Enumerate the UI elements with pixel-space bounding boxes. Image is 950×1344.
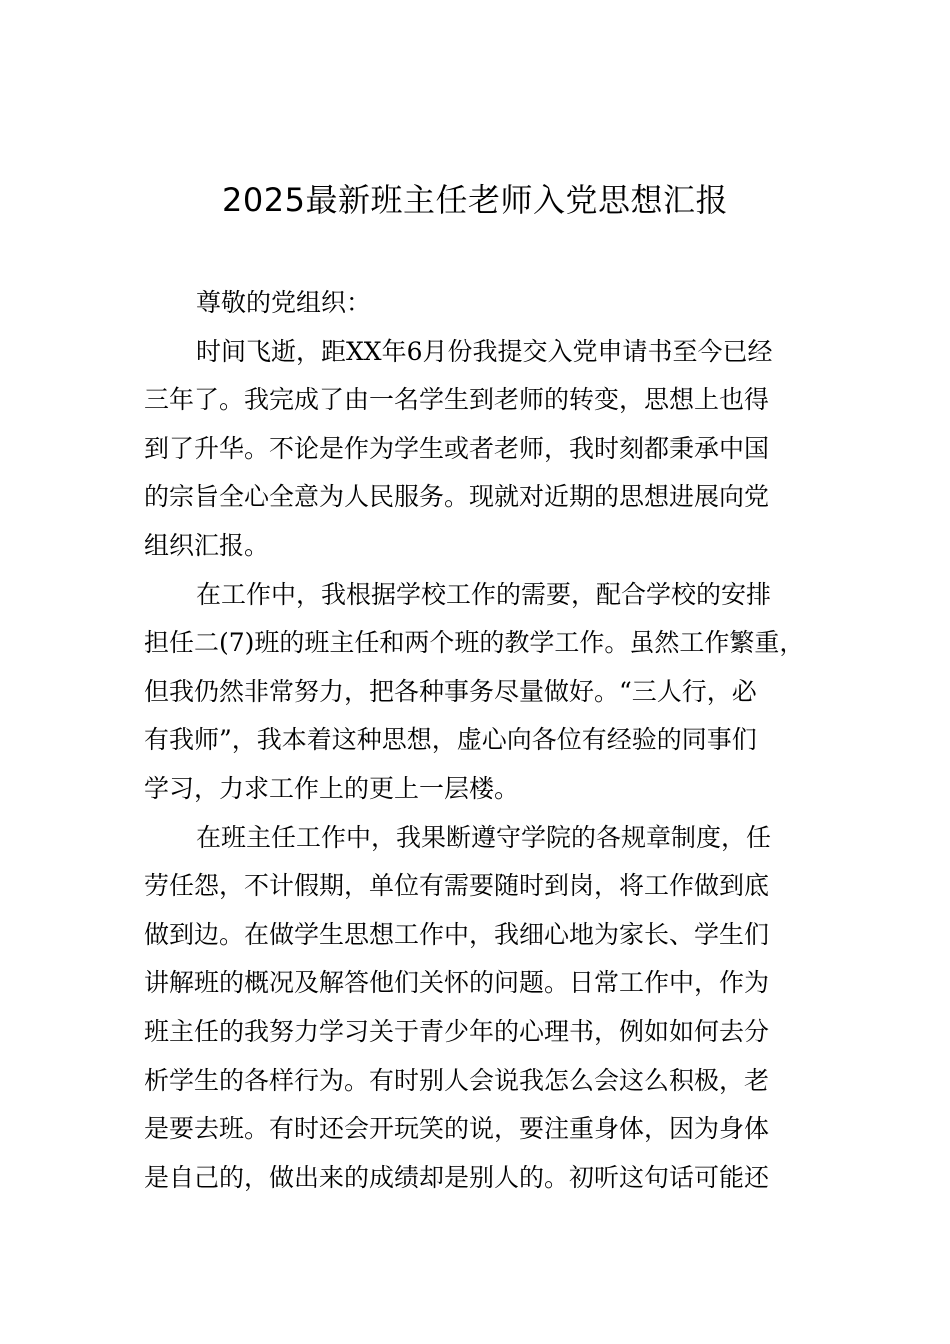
document-body (144, 279, 806, 1202)
text-line: 在工作中，我根据学校工作的需要，配合学校的安排 (196, 579, 772, 609)
document-title: 2025最新班主任老师入党思想汇报 (222, 181, 728, 219)
text-line: 时间飞逝，距XX年6月份我提交入党申请书至今已经 (196, 336, 773, 366)
text-line: 班主任的我努力学习关于青少年的心理书，例如如何去分 (144, 1016, 770, 1046)
text-line: 但我仍然非常努力，把各种事务尽量做好。“三人行，必 (144, 676, 757, 706)
text-line: 三年了。我完成了由一名学生到老师的转变，思想上也得 (144, 385, 770, 415)
text-line: 劳任怨，不计假期，单位有需要随时到岗，将工作做到底 (144, 871, 770, 901)
text-line: 做到边。在做学生思想工作中，我细心地为家长、学生们 (144, 919, 770, 949)
text-line: 担任二(7)班的班主任和两个班的教学工作。虽然工作繁重， (144, 628, 805, 658)
text-line: 是要去班。有时还会开玩笑的说，要注重身体，因为身体 (144, 1114, 770, 1144)
text-line: 讲解班的概况及解答他们关怀的问题。日常工作中，作为 (144, 968, 770, 998)
text-line: 的宗旨全心全意为人民服务。现就对近期的思想进展向党 (144, 482, 770, 512)
text-line: 在班主任工作中，我果断遵守学院的各规章制度，任 (196, 822, 772, 852)
text-line: 是自己的，做出来的成绩却是别人的。初听这句话可能还 (144, 1162, 770, 1192)
text-line: 到了升华。不论是作为学生或者老师，我时刻都秉承中国 (144, 433, 770, 463)
text-line: 析学生的各样行为。有时别人会说我怎么会这么积极，老 (144, 1065, 770, 1095)
text-line: 学习，力求工作上的更上一层楼。 (144, 773, 520, 803)
text-line: 组织汇报。 (144, 530, 270, 560)
text-line: 有我师”，我本着这种思想，虚心向各位有经验的同事们 (144, 725, 757, 755)
text-line: 尊敬的党组织： (196, 288, 372, 317)
